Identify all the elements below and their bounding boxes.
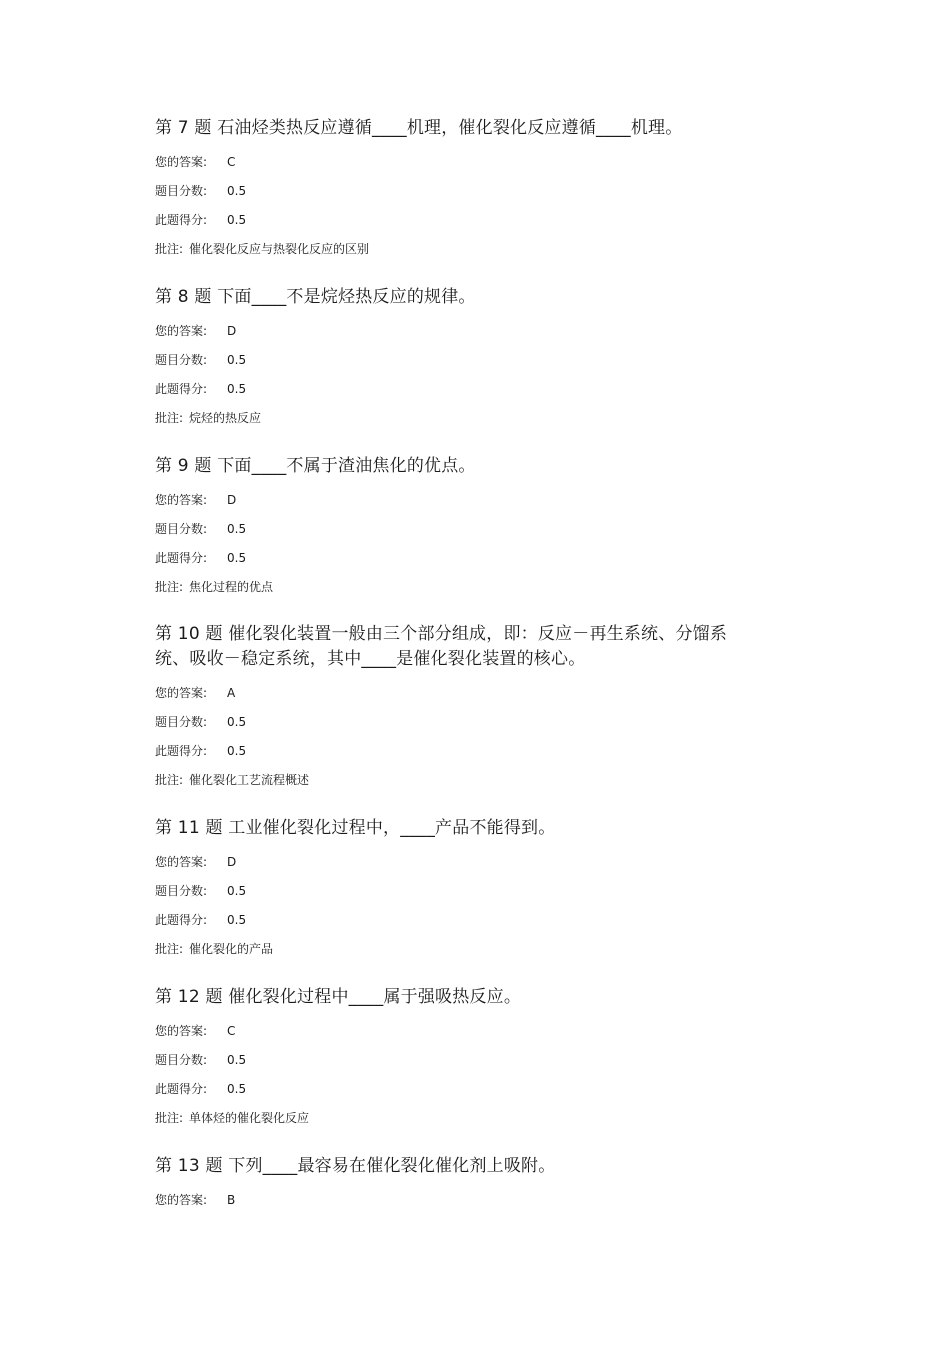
question-score-row xyxy=(155,708,755,737)
earned-score-value: 0.5 xyxy=(227,213,247,227)
your-answer-value: A xyxy=(227,686,236,700)
question-score-label: 题目分数: xyxy=(155,353,208,367)
earned-score-label: 此题得分: xyxy=(155,213,208,227)
question-score-value: 0.5 xyxy=(227,522,247,536)
note-row xyxy=(155,935,755,964)
question-title: 第 8 题 下面____不是烷烃热反应的规律。 xyxy=(155,287,476,307)
your-answer-value: B xyxy=(227,1193,236,1207)
question-10 xyxy=(155,622,755,795)
earned-score-value: 0.5 xyxy=(227,913,247,927)
note-row xyxy=(155,766,755,795)
question-12 xyxy=(155,985,755,1133)
earned-score-label: 此题得分: xyxy=(155,744,208,758)
note-value: 单体烃的催化裂化反应 xyxy=(189,1111,310,1125)
question-score-label: 题目分数: xyxy=(155,715,208,729)
question-score-value: 0.5 xyxy=(227,884,247,898)
earned-score-row xyxy=(155,737,755,766)
earned-score-label: 此题得分: xyxy=(155,1082,208,1096)
earned-score-row xyxy=(155,375,755,404)
your-answer-value: C xyxy=(227,155,236,169)
earned-score-row xyxy=(155,206,755,235)
earned-score-row xyxy=(155,906,755,935)
question-score-row xyxy=(155,177,755,206)
your-answer-row xyxy=(155,679,755,708)
question-score-value: 0.5 xyxy=(227,353,247,367)
your-answer-row xyxy=(155,317,755,346)
note-label: 批注: xyxy=(155,411,184,425)
your-answer-value: D xyxy=(227,855,237,869)
your-answer-label: 您的答案: xyxy=(155,686,208,700)
your-answer-label: 您的答案: xyxy=(155,1193,208,1207)
your-answer-value: D xyxy=(227,324,237,338)
question-title: 第 10 题 催化裂化装置一般由三个部分组成，即：反应－再生系统、分馏系统、吸收－稳定系统，其中____是催化裂化装置的核心。 xyxy=(155,624,728,669)
note-label: 批注: xyxy=(155,942,184,956)
your-answer-row xyxy=(155,486,755,515)
question-score-value: 0.5 xyxy=(227,184,247,198)
note-label: 批注: xyxy=(155,773,184,787)
your-answer-row xyxy=(155,848,755,877)
your-answer-row xyxy=(155,1186,755,1215)
earned-score-value: 0.5 xyxy=(227,744,247,758)
question-score-label: 题目分数: xyxy=(155,884,208,898)
note-value: 催化裂化反应与热裂化反应的区别 xyxy=(189,242,370,256)
question-11 xyxy=(155,816,755,964)
question-score-label: 题目分数: xyxy=(155,184,208,198)
question-score-row xyxy=(155,1046,755,1075)
question-score-value: 0.5 xyxy=(227,715,247,729)
question-title: 第 11 题 工业催化裂化过程中，____产品不能得到。 xyxy=(155,818,556,838)
earned-score-value: 0.5 xyxy=(227,551,247,565)
earned-score-value: 0.5 xyxy=(227,1082,247,1096)
your-answer-value: C xyxy=(227,1024,236,1038)
earned-score-label: 此题得分: xyxy=(155,913,208,927)
your-answer-label: 您的答案: xyxy=(155,1024,208,1038)
your-answer-label: 您的答案: xyxy=(155,855,208,869)
question-title: 第 9 题 下面____不属于渣油焦化的优点。 xyxy=(155,456,476,476)
note-row xyxy=(155,573,755,602)
earned-score-value: 0.5 xyxy=(227,382,247,396)
question-score-label: 题目分数: xyxy=(155,1053,208,1067)
question-8 xyxy=(155,285,755,433)
note-label: 批注: xyxy=(155,242,184,256)
question-score-label: 题目分数: xyxy=(155,522,208,536)
note-value: 焦化过程的优点 xyxy=(189,580,274,594)
question-score-row xyxy=(155,515,755,544)
earned-score-row xyxy=(155,1075,755,1104)
your-answer-label: 您的答案: xyxy=(155,493,208,507)
question-score-row xyxy=(155,346,755,375)
your-answer-row xyxy=(155,148,755,177)
question-7 xyxy=(155,116,755,264)
earned-score-label: 此题得分: xyxy=(155,551,208,565)
your-answer-label: 您的答案: xyxy=(155,324,208,338)
question-9 xyxy=(155,454,755,602)
your-answer-value: D xyxy=(227,493,237,507)
your-answer-row xyxy=(155,1017,755,1046)
your-answer-label: 您的答案: xyxy=(155,155,208,169)
note-row xyxy=(155,1104,755,1133)
earned-score-label: 此题得分: xyxy=(155,382,208,396)
question-title: 第 13 题 下列____最容易在催化裂化催化剂上吸附。 xyxy=(155,1156,556,1176)
note-label: 批注: xyxy=(155,580,184,594)
note-value: 催化裂化的产品 xyxy=(189,942,274,956)
question-title: 第 7 题 石油烃类热反应遵循____机理，催化裂化反应遵循____机理。 xyxy=(155,118,683,138)
note-value: 催化裂化工艺流程概述 xyxy=(189,773,310,787)
question-title: 第 12 题 催化裂化过程中____属于强吸热反应。 xyxy=(155,987,522,1007)
question-13 xyxy=(155,1154,755,1215)
question-score-value: 0.5 xyxy=(227,1053,247,1067)
note-label: 批注: xyxy=(155,1111,184,1125)
question-score-row xyxy=(155,877,755,906)
earned-score-row xyxy=(155,544,755,573)
note-value: 烷烃的热反应 xyxy=(189,411,262,425)
note-row xyxy=(155,235,755,264)
note-row xyxy=(155,404,755,433)
